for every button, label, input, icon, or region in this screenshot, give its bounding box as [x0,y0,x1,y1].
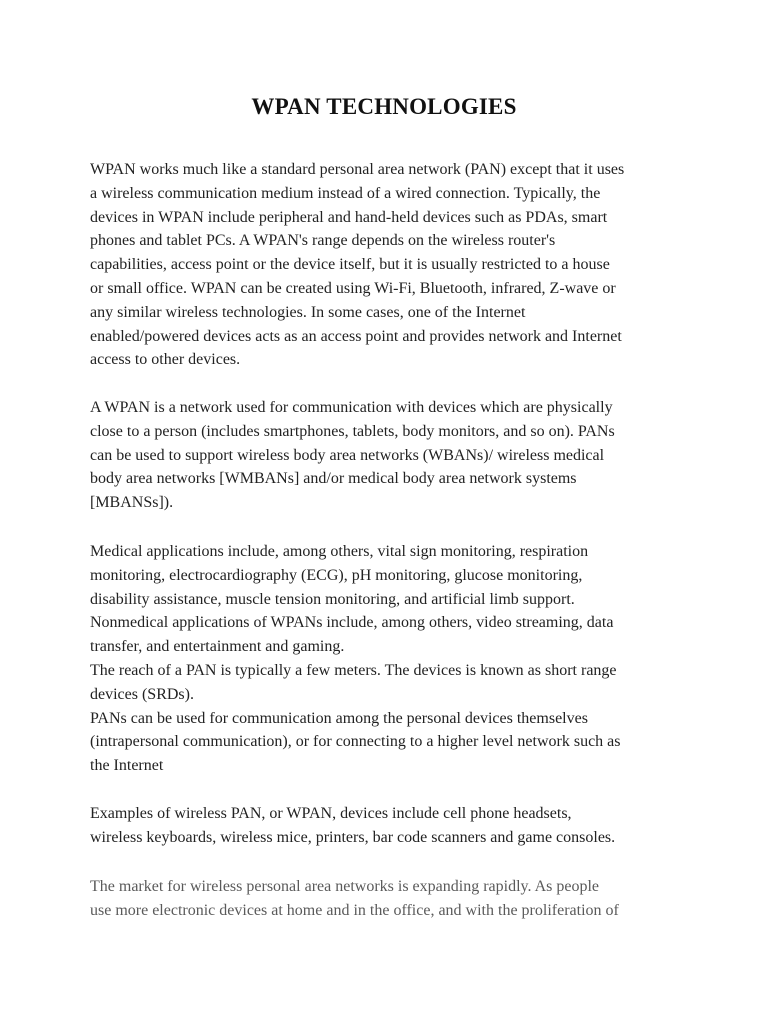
text-line: access to other devices. [90,351,241,369]
text-line: devices in WPAN include peripheral and hand-held devices such as PDAs, smart [90,208,608,226]
text-line: a wireless communication medium instead of a wired connection. Typically, the [90,184,601,202]
text-line: (intrapersonal communication), or for connecting to a higher level network such as [90,733,621,751]
text-line: or small office. WPAN can be created using Wi-Fi, Bluetooth, infrared, Z-wave or [90,279,616,297]
text-line: any similar wireless technologies. In some cases, one of the Internet [90,303,526,321]
text-line: phones and tablet PCs. A WPAN's range depends on the wireless router's [90,232,556,250]
paragraph-examples [90,802,690,850]
text-line: close to a person (includes smartphones, tablets, body monitors, and so on). PANs [90,422,615,440]
text-line: devices (SRDs). [90,685,194,703]
paragraph-market [90,875,690,923]
text-line: A WPAN is a network used for communication with devices which are physically [90,399,613,416]
text-line: The reach of a PAN is typically a few meters. The devices is known as short range [90,661,617,679]
text-line: WPAN works much like a standard personal area network (PAN) except that it uses [90,161,625,178]
text-line: capabilities, access point or the device itself, but it is usually restricted to a house [90,256,610,274]
text-line: Examples of wireless PAN, or WPAN, devices include cell phone headsets, [90,805,572,822]
text-line: [MBANSs]). [90,494,174,512]
text-line: transfer, and entertainment and gaming. [90,638,345,656]
paragraph-wpan-definition [90,396,690,515]
text-line: enabled/powered devices acts as an access point and provides network and Internet [90,327,622,345]
text-line: use more electronic devices at home and in the office, and with the proliferation of [90,901,619,919]
text-line: PANs can be used for communication among the personal devices themselves [90,709,588,727]
text-line: Nonmedical applications of WPANs include, among others, video streaming, data [90,614,614,632]
paragraph-applications [90,540,690,778]
text-line: disability assistance, muscle tension monitoring, and artificial limb support. [90,590,575,608]
text-line: monitoring, electrocardiography (ECG), pH monitoring, glucose monitoring, [90,566,583,584]
text-line: body area networks [WMBANs] and/or medical body area network systems [90,470,577,488]
paragraph-wpan-overview [90,158,690,372]
text-line: Medical applications include, among others, vital sign monitoring, respiration [90,543,589,560]
text-line: The market for wireless personal area networks is expanding rapidly. As people [90,878,600,895]
text-line: wireless keyboards, wireless mice, printers, bar code scanners and game consoles. [90,828,616,846]
text-line: can be used to support wireless body area networks (WBANs)/ wireless medical [90,446,605,464]
document-title: WPAN TECHNOLOGIES [251,94,517,119]
text-line: the Internet [90,757,164,775]
